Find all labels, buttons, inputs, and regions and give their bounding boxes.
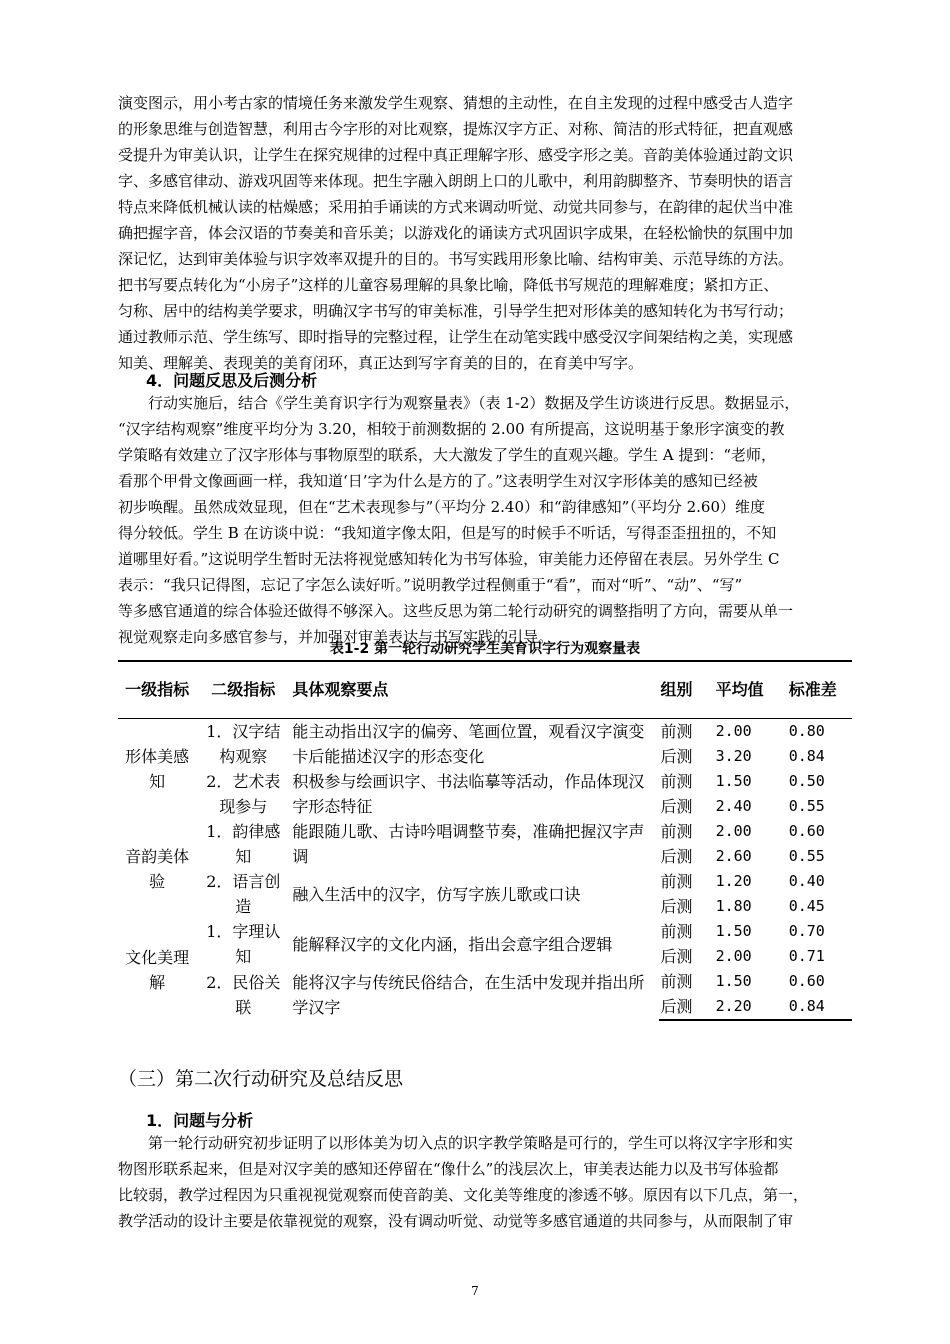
sd-cell: 0.84 [788,747,825,765]
sd-cell: 0.45 [788,897,825,915]
primary-indicator-cell: 音韵美体验 [125,847,190,891]
group-cell: 后测 [660,747,693,766]
mean-cell: 1.20 [715,872,752,890]
secondary-indicator-cell: 2．艺术表现参与 [206,772,281,816]
observation-point-cell: 能将汉字与传统民俗结合，在生活中发现并指出所学汉字 [292,972,645,1017]
sd-cell: 0.40 [788,872,825,890]
text-line: 通过教师示范、学生练写、即时指导的完整过程，让学生在动笔实践中感受汉字间架结构之美，实现感 [118,328,794,346]
text-line: “汉字结构观察”维度平均分为 3.20，相较于前测数据的 2.00 有所提高，这说明基于象形字演变的教 [118,420,785,438]
observation-point-cell: 能跟随儿歌、古诗吟唱调整节奏，准确把握汉字声调 [292,822,645,866]
secondary-indicator-cell: 2．民俗关联 [206,972,281,1017]
sd-cell: 0.84 [783,994,852,1020]
text-line: 得分较低。学生 B 在访谈中说：“我知道字像太阳，但是写的时候手不听话，写得歪歪扭扭的，不知 [118,524,777,542]
text-line: 视觉观察走向多感官参与，并加强对审美表达与书写实践的引导。 [118,628,554,646]
text-line: 等多感官通道的综合体验还做得不够深入。这些反思为第二轮行动研究的调整指明了方向，需要从单一 [118,602,794,620]
group-cell: 后测 [659,994,710,1020]
paragraph-problem-analysis [118,1130,852,1234]
header-secondary-indicator: 二级指标 [196,661,290,719]
mean-cell: 2.40 [715,797,752,815]
group-cell: 后测 [660,847,693,866]
text-line: 道哪里好看。”这说明学生暂时无法将视觉感知转化为书写体验，审美能力还停留在表层。另外学生 C [118,550,780,568]
observation-point-cell: 融入生活中的汉字，仿写字族儿歌或口诀 [292,884,581,904]
sd-cell: 0.70 [788,922,825,940]
secondary-indicator-cell: 2．语言创造 [206,872,281,916]
text-line: 演变图示，用小考古家的情境任务来激发学生观察、猜想的主动性，在自主发现的过程中感受古人造字 [118,94,794,112]
subheading-problem-analysis: 1．问题与分析 [146,1111,254,1130]
text-line: 初步唤醒。虽然成效显现，但在“艺术表现参与”（平均分 2.40）和“韵律感知”（平均分 2.60）维度 [118,498,766,516]
group-cell: 前测 [660,872,693,891]
text-line: 特点来降低机械认读的枯燥感；采用拍手诵读的方式来调动听觉、动觉共同参与，在韵律的起伏当中准 [118,198,794,216]
text-line: 教学活动的设计主要是依靠视觉的观察，没有调动听觉、动觉等多感官通道的共同参与，从而限制了审 [118,1212,794,1230]
observation-point-cell: 积极参与绘画识字、书法临摹等活动，作品体现汉字形态特征 [292,772,645,816]
mean-cell: 1.80 [715,897,752,915]
table-row [118,869,852,894]
table-row [118,969,852,994]
sd-cell: 0.80 [788,722,825,740]
sd-cell: 0.55 [788,797,825,815]
group-cell: 后测 [660,947,693,966]
text-line: 匀称、居中的结构美学要求，明确汉字书写的审美标准，引导学生把对形体美的感知转化为书写行动； [118,302,794,320]
mean-cell: 1.50 [715,972,752,990]
observation-table [118,660,852,1021]
text-line: 看那个甲骨文像画画一样，我知道‘日’字为什么是方的了。”这表明学生对汉字形体美的感知已经被 [118,472,758,490]
header-mean: 平均值 [710,661,783,719]
observation-point-cell: 能解释汉字的文化内涵，指出会意字组合逻辑 [292,934,613,954]
mean-cell: 1.50 [715,922,752,940]
page-number: 7 [471,1284,479,1298]
sd-cell: 0.60 [788,972,825,990]
group-cell: 前测 [660,922,693,941]
secondary-indicator-cell: 1．韵律感知 [206,822,281,866]
table-row [118,769,852,794]
text-line: 学策略有效建立了汉字形体与事物原型的联系，大大激发了学生的直观兴趣。学生 A 提到：“老师， [118,446,777,464]
sd-cell: 0.71 [788,947,825,965]
text-line: 字、多感官律动、游戏巩固等来体现。把生字融入朗朗上口的儿歌中，利用韵脚整齐、节奏明快的语言 [118,172,794,190]
group-cell: 后测 [660,897,693,916]
text-line: 物图形联系起来，但是对汉字美的感知还停留在“像什么”的浅层次上，审美表达能力以及书写体验都 [118,1160,779,1178]
text-line: 第一轮行动研究初步证明了以形体美为切入点的识字教学策略是可行的，学生可以将汉字字形和实 [118,1134,794,1152]
section-title: （三）第二次行动研究及总结反思 [118,1068,404,1090]
mean-cell: 2.60 [715,847,752,865]
primary-indicator-cell: 文化美理解 [125,947,190,992]
text-line: 比较弱，教学过程因为只重视视觉观察而使音韵美、文化美等维度的渗透不够。原因有以下几点，第一， [118,1186,809,1204]
secondary-indicator-cell: 1．字理认知 [206,922,281,966]
primary-indicator-cell: 形体美感知 [125,747,190,791]
table-row [118,719,852,745]
text-line: 行动实施后，结合《学生美育识字行为观察量表》（表 1-2）数据及学生访谈进行反思。数据显示， [118,394,800,412]
text-line: 深记忆，达到审美体验与识字效率双提升的目的。书写实践用形象比喻、结构审美、示范导练的方法。 [118,250,794,268]
mean-cell: 2.00 [715,722,752,740]
group-cell: 前测 [660,972,693,991]
group-cell: 前测 [660,772,693,791]
text-line: 受提升为审美认识，让学生在探究规律的过程中真正理解字形、感受字形之美。音韵美体验通过韵文识 [118,146,794,164]
subheading-reflection: 4．问题反思及后测分析 [146,371,318,390]
sd-cell: 0.50 [788,772,825,790]
sd-cell: 0.55 [788,847,825,865]
group-cell: 前测 [660,722,693,741]
header-observation-points: 具体观察要点 [290,661,658,719]
header-sd: 标准差 [783,661,852,719]
table-row [118,919,852,944]
secondary-indicator-cell: 1．汉字结构观察 [206,722,281,766]
text-line: 表示：“我只记得图，忘记了字怎么读好听。”说明教学过程侧重于“看”，而对“听”、“动”、“写” [118,576,743,594]
header-group: 组别 [659,661,710,719]
mean-cell: 2.00 [715,822,752,840]
mean-cell: 2.00 [715,947,752,965]
table-caption: 表1-2 第一轮行动研究学生美育识字行为观察量表 [329,641,641,657]
text-line: 知美、理解美、表现美的美育闭环，真正达到写字育美的目的，在育美中写字。 [118,354,644,372]
sd-cell: 0.60 [788,822,825,840]
mean-cell: 1.50 [715,772,752,790]
text-line: 确把握字音，体会汉语的节奏美和音乐美；以游戏化的诵读方式巩固识字成果，在轻松愉快的氛围中加 [118,224,794,242]
table-row [118,819,852,844]
paragraph-reflection [118,390,852,650]
text-line: 把书写要点转化为“小房子”这样的儿童容易理解的具象比喻，降低书写规范的理解难度；紧扣方正、 [118,276,779,294]
text-line: 的形象思维与创造智慧，利用古今字形的对比观察，提炼汉字方正、对称、简洁的形式特征，把直观感 [118,120,794,138]
mean-cell: 2.20 [710,994,783,1020]
group-cell: 前测 [660,822,693,841]
mean-cell: 3.20 [715,747,752,765]
header-primary-indicator: 一级指标 [118,661,196,719]
observation-point-cell: 能主动指出汉字的偏旁、笔画位置，观看汉字演变卡后能描述汉字的形态变化 [292,722,645,766]
paragraph-teaching-strategy [118,90,852,376]
group-cell: 后测 [660,797,693,816]
table-header-row [118,661,852,719]
